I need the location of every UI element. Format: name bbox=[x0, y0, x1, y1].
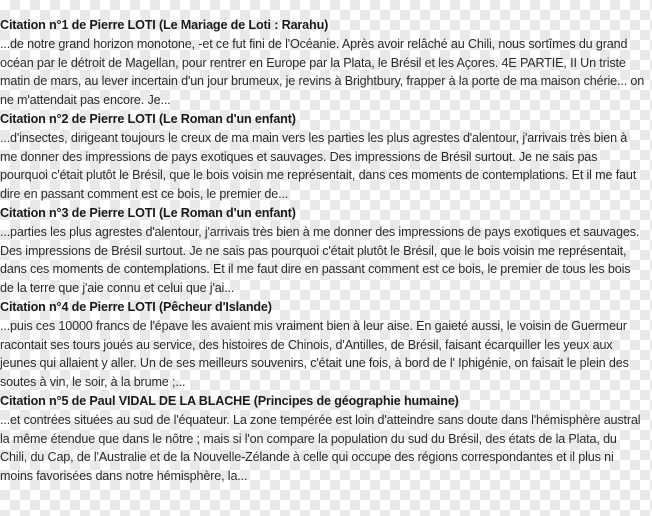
citation-line: océan par le détroit de Magellan, pour rentrer en Europe par la Plata, le Brésil et les Açores. 4E PARTIE, II Un triste bbox=[0, 55, 626, 70]
citation-line: ...et contrées situées au sud de l'équateur. La zone tempérée est loin d'atteindre sans doute dans l'hémisphère austral bbox=[0, 412, 641, 427]
citation-title: Citation n°4 de Pierre LOTI (Pêcheur d'Islande) bbox=[0, 299, 272, 314]
citation-title: Citation n°2 de Pierre LOTI (Le Roman d'un enfant) bbox=[0, 111, 296, 126]
citation-line: la même étendue que dans le nôtre ; mais si l'on compare la population du sud du Brésil, des états de la Plata, du bbox=[0, 431, 617, 446]
citation-text bbox=[0, 317, 648, 392]
citation-line: soutes à vin, le soir, à la brume ;... bbox=[0, 375, 186, 390]
citation-title: Citation n°3 de Pierre LOTI (Le Roman d'un enfant) bbox=[0, 205, 296, 220]
citation-text bbox=[0, 223, 648, 298]
citation-line: pourquoi c'était plutôt le Brésil, que le bois voisin me représentait, dans ces moments de contemplations. Et il me faut bbox=[0, 168, 637, 183]
citation-line: me donner des impressions de pays exotiques et sauvages. Des impressions de Brésil surtout. Je ne sais pas bbox=[0, 149, 598, 164]
citation-line: ...d'insectes, dirigeant toujours le creux de ma main vers les parties les plus agrestes d'alentour, j'arrivais très bien à bbox=[0, 130, 628, 145]
citation-line: de la terre que j'aie connu et celui que j'ai... bbox=[0, 281, 235, 296]
citation-title: Citation n°1 de Pierre LOTI (Le Mariage de Loti : Rarahu) bbox=[0, 18, 329, 32]
citation-1 bbox=[0, 16, 648, 110]
citation-title: Citation n°5 de Paul VIDAL DE LA BLACHE (Principes de géographie humaine) bbox=[0, 393, 459, 408]
citation-text bbox=[0, 129, 648, 204]
citation-line: ne m'attendait pas encore. Je... bbox=[0, 93, 171, 108]
citation-line: ...puis ces 10000 francs de l'épave les avaient mis vraiment bien à leur aise. En gaieté aussi, le voisin de Guermeur bbox=[0, 318, 627, 333]
citation-line: Des impressions de Brésil surtout. Je ne sais pas pourquoi c'était plutôt le Brésil, que le bois voisin me représentait, bbox=[0, 243, 627, 258]
citation-line: moins favorisées dans notre hémisphère, la... bbox=[0, 469, 248, 484]
citation-text bbox=[0, 35, 648, 110]
citation-2 bbox=[0, 110, 648, 204]
citation-text bbox=[0, 411, 648, 486]
citation-5 bbox=[0, 392, 648, 486]
citation-line: ...parties les plus agrestes d'alentour, j'arrivais très bien à me donner des impressions de pays exotiques et sauvages. bbox=[0, 224, 640, 239]
citation-line: Chili, du Cap, de l'Australie et de la Nouvelle-Zélande à celle qui occupe des régions correspondantes et il plus ni bbox=[0, 450, 614, 465]
citation-line: dire en passant comment est ce bois, le premier de... bbox=[0, 187, 289, 202]
citation-line: racontait ses tours joués au service, des histoires de Chinois, d'Antilles, de Brésil, faisant écarquiller les yeux aux bbox=[0, 337, 613, 352]
citations-list bbox=[0, 16, 648, 486]
citation-line: ...de notre grand horizon monotone, -et ce fut fini de l'Océanie. Après avoir relâché au Chili, nous sortîmes du grand bbox=[0, 36, 628, 51]
citation-line: jeunes qui allaient y aller. Un de ses meilleurs souvenirs, c'était une fois, à bord de l' Iphigénie, on faisait le plein des bbox=[0, 356, 629, 371]
citation-3 bbox=[0, 204, 648, 298]
citation-line: dans ces moments de contemplations. Et il me faut dire en passant comment est ce bois, le premier de tous les bois bbox=[0, 262, 631, 277]
citation-line: matin de mars, au lever incertain d'un jour brumeux, je revins à Brightbury, frapper à la porte de ma maison chérie... on bbox=[0, 74, 645, 89]
citation-4 bbox=[0, 298, 648, 392]
